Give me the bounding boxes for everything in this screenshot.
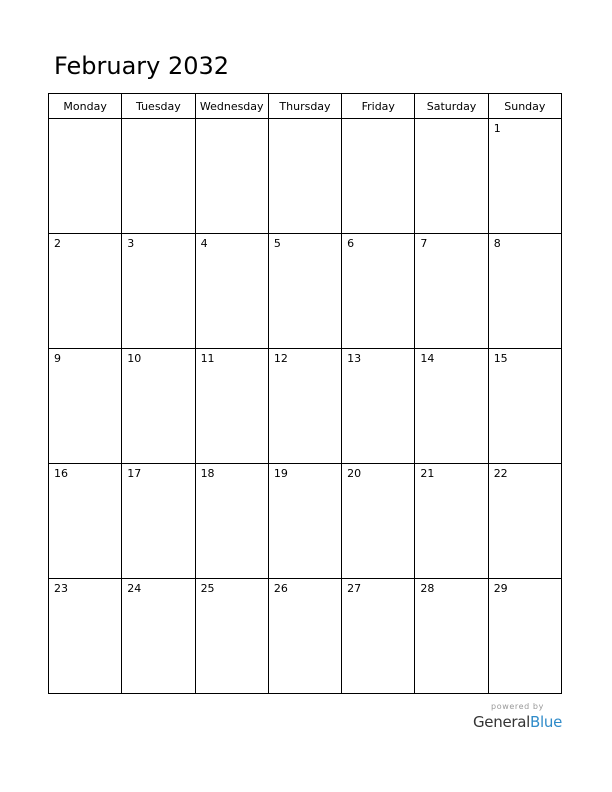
day-cell	[342, 579, 415, 694]
day-number: 10	[127, 352, 142, 365]
weekday-header: Wednesday	[195, 94, 268, 119]
day-number	[269, 119, 341, 122]
day-number: 16	[54, 467, 68, 480]
day-cell	[342, 464, 415, 579]
week-row	[49, 579, 562, 694]
day-number: 8	[493, 237, 501, 250]
day-number: 4	[200, 237, 208, 250]
day-cell	[49, 349, 122, 464]
day-number: 5	[273, 237, 281, 250]
day-cell	[342, 234, 415, 349]
brand-general: General	[472, 713, 530, 731]
day-number	[415, 119, 487, 122]
day-cell	[49, 579, 122, 694]
day-cell	[122, 119, 195, 234]
day-number: 28	[420, 582, 435, 595]
day-cell	[342, 349, 415, 464]
day-cell	[49, 234, 122, 349]
day-number: 6	[347, 237, 355, 250]
day-cell	[268, 234, 341, 349]
day-number: 19	[273, 467, 288, 480]
day-cell	[268, 349, 341, 464]
weekday-header: Sunday	[488, 94, 561, 119]
day-number	[122, 119, 194, 122]
day-number: 22	[493, 467, 508, 480]
day-cell	[268, 119, 341, 234]
day-number: 9	[54, 352, 61, 365]
day-cell	[488, 119, 561, 234]
day-cell	[268, 464, 341, 579]
weekday-header: Tuesday	[122, 94, 195, 119]
day-cell	[268, 579, 341, 694]
day-cell	[122, 464, 195, 579]
day-number: 23	[54, 582, 68, 595]
day-cell	[415, 234, 488, 349]
day-cell	[415, 579, 488, 694]
day-cell	[488, 464, 561, 579]
day-number: 27	[347, 582, 362, 595]
day-cell	[195, 234, 268, 349]
day-number: 7	[420, 237, 428, 250]
day-number	[342, 119, 414, 122]
day-cell	[415, 119, 488, 234]
day-cell	[122, 579, 195, 694]
day-number: 29	[493, 582, 508, 595]
day-number: 24	[127, 582, 142, 595]
day-number: 17	[127, 467, 142, 480]
day-cell	[342, 119, 415, 234]
day-number: 11	[200, 352, 215, 365]
day-number: 26	[273, 582, 288, 595]
week-row	[49, 464, 562, 579]
day-cell	[488, 349, 561, 464]
day-cell	[122, 234, 195, 349]
day-cell	[195, 119, 268, 234]
weekday-header: Monday	[49, 94, 122, 119]
day-cell	[195, 349, 268, 464]
generalblue-logo	[473, 712, 562, 732]
day-number: 13	[347, 352, 362, 365]
day-number: 12	[273, 352, 288, 365]
week-row	[49, 234, 562, 349]
day-cell	[415, 349, 488, 464]
week-row	[49, 349, 562, 464]
powered-by-text: powered by	[491, 702, 544, 711]
day-number: 2	[54, 237, 61, 250]
weekday-header: Saturday	[415, 94, 488, 119]
day-cell	[195, 579, 268, 694]
weekday-header-row	[49, 94, 562, 119]
weekday-header: Friday	[342, 94, 415, 119]
calendar-grid	[48, 93, 562, 694]
day-number: 15	[493, 352, 508, 365]
day-cell	[488, 234, 561, 349]
weekday-header: Thursday	[268, 94, 341, 119]
day-number: 14	[420, 352, 435, 365]
brand-blue: Blue	[530, 713, 562, 731]
day-number	[49, 119, 121, 122]
day-number	[196, 119, 268, 122]
day-number: 25	[200, 582, 215, 595]
day-number: 1	[493, 122, 501, 135]
page-title: February 2032	[54, 52, 230, 80]
day-number: 20	[347, 467, 362, 480]
day-cell	[49, 464, 122, 579]
day-number: 18	[200, 467, 215, 480]
week-row	[49, 119, 562, 234]
day-cell	[488, 579, 561, 694]
day-cell	[415, 464, 488, 579]
day-cell	[122, 349, 195, 464]
day-number: 21	[420, 467, 435, 480]
day-number: 3	[127, 237, 135, 250]
footer-branding	[473, 702, 562, 732]
day-cell	[49, 119, 122, 234]
day-cell	[195, 464, 268, 579]
